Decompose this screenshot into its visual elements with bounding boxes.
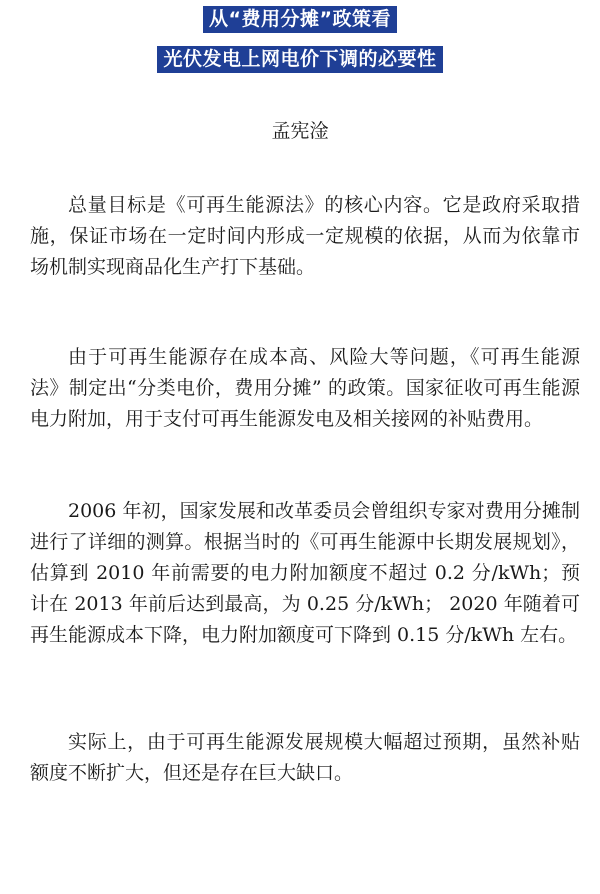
paragraph-3: 2006 年初，国家发展和改革委员会曾组织专家对费用分摊制进行了详细的测算。根据当时的《可再生能源中长期发展规划》，估算到 2010 年前需要的电力附加额度不超过 0.2 分/kWh；预计在 2013 年前后达到最高，为 0.25 分/kWh； 2020 年随着可再生能源成本下降，电力附加额度可下降到 0.15 分/kWh 左右。 [30, 500, 580, 646]
paragraph-2: 由于可再生能源存在成本高、风险大等问题，《可再生能源法》制定出“分类电价，费用分摊” 的政策。国家征收可再生能源电力附加，用于支付可再生能源发电及相关接网的补贴费用。 [30, 346, 580, 430]
article-title [0, 6, 600, 73]
paragraph-4: 实际上，由于可再生能源发展规模大幅超过预期，虽然补贴额度不断扩大，但还是存在巨大缺口。 [30, 731, 580, 784]
paragraph-1: 总量目标是《可再生能源法》的核心内容。它是政府采取措施，保证市场在一定时间内形成一定规模的依据，从而为依靠市场机制实现商品化生产打下基础。 [30, 194, 580, 278]
author-name: 孟宪淦 [271, 120, 329, 142]
title-line-2: 光伏发电上网电价下调的必要性 [157, 46, 442, 73]
title-line-1: 从“费用分摊”政策看 [203, 6, 397, 33]
